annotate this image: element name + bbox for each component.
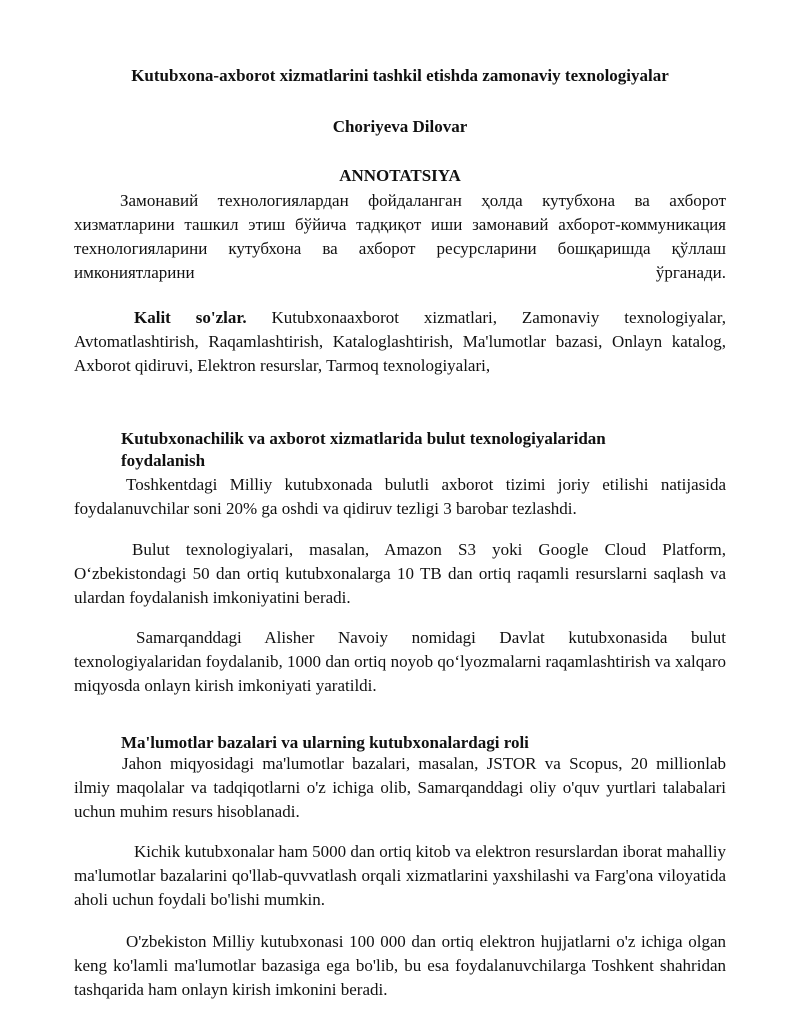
section2-heading: Ma'lumotlar bazalari va ularning kutubxonalardagi roli	[121, 733, 529, 752]
annotation-paragraph: Замонавий технологиялардан фойдаланган ҳолда кутубхона ва ахборот хизматларини ташкил этиш бўйича тадқиқот иши замонавий ахборот-коммуникация технологияларини кутубхона ва ахборот ресурсларини бошқаришда қўллаш имкониятларини ўрганади.	[74, 191, 726, 282]
keywords-paragraph	[74, 306, 726, 378]
section1-paragraph: Bulut texnologiyalari, masalan, Amazon S3 yoki Google Cloud Platform, O‘zbekistondagi 50 dan ortiq kutubxonalarga 10 TB dan ortiq raqamli resurslarni saqlash va ulardan foydalanish imkoniyatini beradi.	[74, 540, 726, 607]
keywords-label: Kalit so'zlar.	[134, 308, 247, 327]
section1-paragraph: Toshkentdagi Milliy kutubxonada bulutli axborot tizimi joriy etilishi natijasida foydalanuvchilar soni 20% ga oshdi va qidiruv tezligi 3 barobar tezlashdi.	[74, 475, 726, 518]
document-title: Kutubxona-axborot xizmatlarini tashkil etishda zamonaviy texnologiyalar	[131, 66, 669, 85]
section1-paragraph: Samarqanddagi Alisher Navoiy nomidagi Davlat kutubxonasida bulut texnologiyalaridan foydalanib, 1000 dan ortiq noyob qo‘lyozmalarni raqamlashtirish va xalqaro miqyosda onlayn kirish imkoniyati yaratildi.	[74, 628, 726, 695]
keywords-text: Kutubxonaaxborot xizmatlari, Zamonaviy texnologiyalar, Avtomatlashtirish, Raqamlashtirish, Kataloglashtirish, Ma'lumotlar bazasi, Onlayn katalog, Axborot qidiruvi, Elektron resurslar, Tarmoq texnologiyalari,	[74, 308, 726, 375]
section2-paragraph: O'zbekiston Milliy kutubxonasi 100 000 dan ortiq elektron hujjatlarni o'z ichiga olgan keng ko'lamli ma'lumotlar bazasiga ega bo'lib, bu esa foydalanuvchilarga Toshkent shahridan tashqarida ham onlayn kirish imkonini beradi.	[74, 932, 726, 999]
author-name: Choriyeva Dilovar	[332, 117, 468, 136]
section2-paragraph: Kichik kutubxonalar ham 5000 dan ortiq kitob va elektron resurslardan iborat mahalliy ma'lumotlar bazalarini qo'llab-quvvatlash orqali xizmatlarini yaxshilashi va Farg'ona viloyatida aholi uchun foydali bo'lishi mumkin.	[74, 842, 726, 909]
section1-heading: Kutubxonachilik va axborot xizmatlarida bulut texnologiyalaridan foydalanish	[121, 429, 606, 470]
section2-paragraph: Jahon miqyosidagi ma'lumotlar bazalari, masalan, JSTOR va Scopus, 20 millionlab ilmiy maqolalar va tadqiqotlarni o'z ichiga olib, Samarqanddagi oliy o'quv yurtlari talabalari uchun muhim resurs hisoblanadi.	[74, 754, 726, 821]
annotation-heading: ANNOTATSIYA	[339, 166, 461, 185]
